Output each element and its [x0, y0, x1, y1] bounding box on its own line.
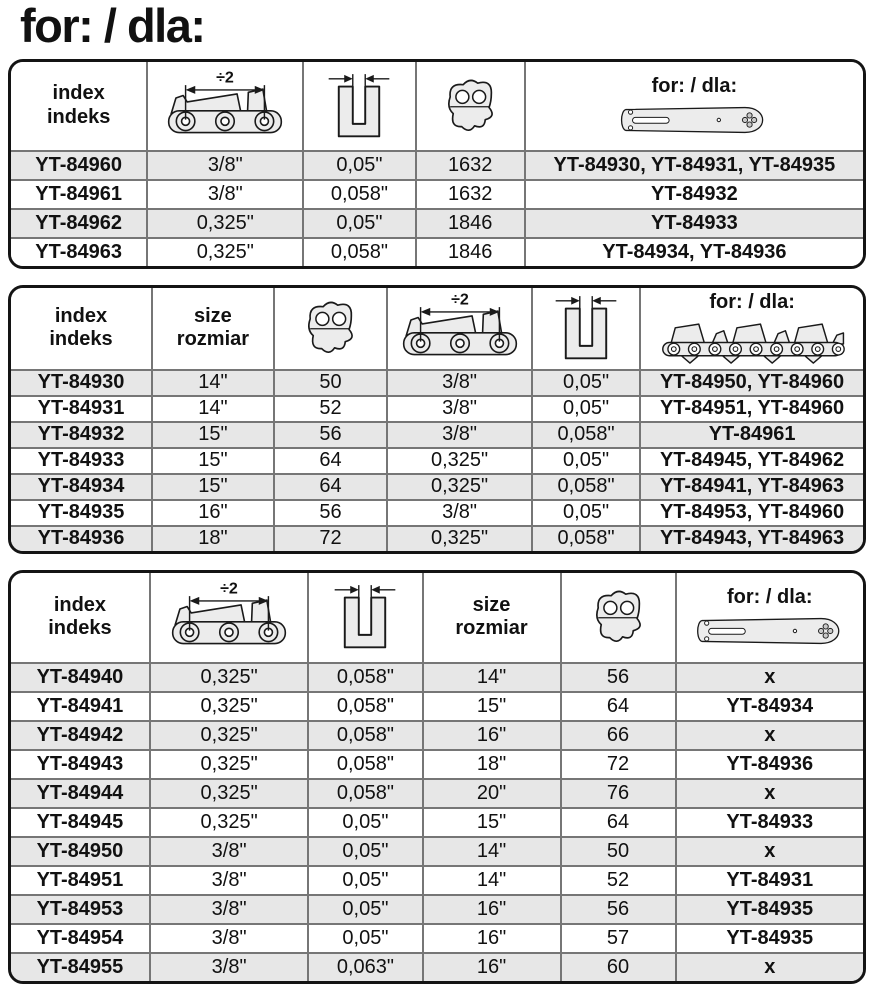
col-header-for: [640, 288, 863, 370]
size-cell: 16": [152, 500, 274, 526]
index-cell: YT-84941: [11, 692, 150, 721]
links-cell: 56: [274, 500, 387, 526]
for-cell: x: [676, 721, 863, 750]
column-label: indeks: [49, 328, 113, 351]
table-row: [11, 209, 863, 238]
links-cell: 64: [274, 474, 387, 500]
gauge-cell: 0,05": [532, 448, 640, 474]
data-table: [11, 288, 863, 551]
chain-gauge-icon: [332, 582, 398, 652]
index-cell: YT-84940: [11, 663, 150, 692]
index-cell: YT-84953: [11, 895, 150, 924]
links-cell: 52: [274, 396, 387, 422]
table-row: [11, 180, 863, 209]
index-cell: YT-84960: [11, 151, 147, 180]
gauge-cell: 0,05": [308, 837, 422, 866]
index-cell: YT-84944: [11, 779, 150, 808]
pitch-cell: 3/8": [387, 500, 532, 526]
header-row: [11, 573, 863, 663]
links-cell: 1632: [416, 151, 525, 180]
gauge-cell: 0,05": [303, 209, 415, 238]
pitch-cell: 0,325": [387, 526, 532, 551]
gauge-cell: 0,05": [308, 808, 422, 837]
size-cell: 15": [152, 474, 274, 500]
for-cell: x: [676, 953, 863, 981]
gauge-cell: 0,058": [532, 474, 640, 500]
column-label: size: [194, 304, 232, 327]
links-cell: 64: [274, 448, 387, 474]
for-cell: YT-84936: [676, 750, 863, 779]
column-label: rozmiar: [455, 617, 528, 640]
pitch-cell: 3/8": [387, 396, 532, 422]
for-cell: x: [676, 663, 863, 692]
col-header-pitch: [150, 573, 308, 663]
links-cell: 57: [561, 924, 676, 953]
gauge-cell: 0,058": [308, 692, 422, 721]
index-cell: YT-84963: [11, 238, 147, 266]
table-row: [11, 808, 863, 837]
table-row: [11, 924, 863, 953]
gauge-cell: 0,05": [532, 500, 640, 526]
for-cell: YT-84943, YT-84963: [640, 526, 863, 551]
table-row: [11, 750, 863, 779]
size-cell: 14": [423, 866, 561, 895]
pitch-cell: 3/8": [150, 866, 308, 895]
links-cell: 56: [561, 895, 676, 924]
pitch-cell: 3/8": [147, 180, 303, 209]
gauge-cell: 0,05": [308, 866, 422, 895]
table-row: [11, 370, 863, 396]
size-cell: 15": [152, 448, 274, 474]
drive-link-icon: [297, 296, 363, 360]
table-row: [11, 837, 863, 866]
size-cell: 14": [152, 396, 274, 422]
size-cell: 14": [152, 370, 274, 396]
index-cell: YT-84934: [11, 474, 152, 500]
for-cell: YT-84933: [525, 209, 863, 238]
pitch-cell: 0,325": [150, 779, 308, 808]
chains-compatibility-table: [8, 59, 866, 269]
chain-gauge-icon: [326, 71, 392, 141]
bars-compatibility-table: [8, 285, 866, 554]
chain-gauge-icon: [553, 293, 619, 363]
column-label: indeks: [46, 105, 111, 128]
links-cell: 1846: [416, 209, 525, 238]
for-header: [528, 73, 861, 139]
links-cell: 52: [561, 866, 676, 895]
index-cell: YT-84942: [11, 721, 150, 750]
col-header-links: [416, 62, 525, 151]
links-cell: 66: [561, 721, 676, 750]
chain-pitch-icon: [167, 580, 291, 654]
for-cell: YT-84933: [676, 808, 863, 837]
size-cell: 18": [423, 750, 561, 779]
col-header-size: [152, 288, 274, 370]
for-cell: YT-84934, YT-84936: [525, 238, 863, 266]
index-cell: YT-84936: [11, 526, 152, 551]
col-header-index: [11, 288, 152, 370]
index-cell: YT-84933: [11, 448, 152, 474]
links-cell: 72: [561, 750, 676, 779]
saw-chain-icon: [650, 319, 855, 366]
gauge-cell: 0,05": [308, 895, 422, 924]
links-cell: 64: [561, 692, 676, 721]
header-row: [11, 62, 863, 151]
index-cell: YT-84930: [11, 370, 152, 396]
col-header-pitch: [147, 62, 303, 151]
index-cell: YT-84950: [11, 837, 150, 866]
links-cell: 50: [274, 370, 387, 396]
for-header: [679, 584, 861, 650]
col-header-for: [525, 62, 863, 151]
for-cell: YT-84953, YT-84960: [640, 500, 863, 526]
replacement-chains-table: [8, 570, 866, 984]
pitch-cell: 0,325": [147, 209, 303, 238]
gauge-cell: 0,05": [532, 370, 640, 396]
pitch-cell: 3/8": [387, 370, 532, 396]
guide-bar-icon: [688, 614, 852, 648]
drive-link-icon: [437, 74, 503, 138]
links-cell: 1846: [416, 238, 525, 266]
for-label: for: / dla:: [726, 586, 813, 609]
for-cell: YT-84941, YT-84963: [640, 474, 863, 500]
gauge-cell: 0,05": [308, 924, 422, 953]
size-cell: 15": [423, 808, 561, 837]
gauge-cell: 0,063": [308, 953, 422, 981]
pitch-cell: 3/8": [150, 837, 308, 866]
chain-pitch-icon: [398, 291, 522, 365]
links-cell: 76: [561, 779, 676, 808]
pitch-cell: 3/8": [150, 924, 308, 953]
col-header-gauge: [308, 573, 422, 663]
pitch-cell: 0,325": [150, 692, 308, 721]
index-cell: YT-84932: [11, 422, 152, 448]
table-row: [11, 500, 863, 526]
size-cell: 15": [423, 692, 561, 721]
index-cell: YT-84951: [11, 866, 150, 895]
gauge-cell: 0,058": [308, 721, 422, 750]
index-cell: YT-84943: [11, 750, 150, 779]
size-cell: 14": [423, 837, 561, 866]
col-header-gauge: [532, 288, 640, 370]
table-row: [11, 238, 863, 266]
pitch-cell: 3/8": [147, 151, 303, 180]
pitch-cell: 3/8": [387, 422, 532, 448]
chain-pitch-icon: [163, 69, 287, 143]
column-label: index: [54, 304, 108, 327]
index-cell: YT-84931: [11, 396, 152, 422]
header-row: [11, 288, 863, 370]
index-cell: YT-84954: [11, 924, 150, 953]
col-header-links: [274, 288, 387, 370]
size-cell: 20": [423, 779, 561, 808]
pitch-cell: 0,325": [147, 238, 303, 266]
pitch-cell: 0,325": [150, 663, 308, 692]
pitch-cell: 3/8": [150, 953, 308, 981]
table-row: [11, 895, 863, 924]
column-label: size: [472, 593, 511, 616]
size-cell: 16": [423, 924, 561, 953]
guide-bar-icon: [544, 103, 844, 137]
pitch-cell: 0,325": [387, 474, 532, 500]
size-cell: 16": [423, 721, 561, 750]
gauge-cell: 0,058": [308, 750, 422, 779]
links-cell: 72: [274, 526, 387, 551]
drive-link-icon: [585, 585, 651, 649]
for-cell: x: [676, 837, 863, 866]
gauge-cell: 0,05": [532, 396, 640, 422]
table-row: [11, 866, 863, 895]
col-header-links: [561, 573, 676, 663]
links-cell: 50: [561, 837, 676, 866]
table-row: [11, 448, 863, 474]
pitch-cell: 0,325": [150, 808, 308, 837]
for-cell: YT-84951, YT-84960: [640, 396, 863, 422]
table-row: [11, 422, 863, 448]
index-cell: YT-84961: [11, 180, 147, 209]
for-cell: YT-84950, YT-84960: [640, 370, 863, 396]
col-header-gauge: [303, 62, 415, 151]
col-header-size: [423, 573, 561, 663]
for-cell: YT-84935: [676, 924, 863, 953]
table-row: [11, 526, 863, 551]
for-label: for: / dla:: [651, 74, 738, 97]
data-table: [11, 573, 863, 981]
column-label: indeks: [48, 617, 112, 640]
links-cell: 64: [561, 808, 676, 837]
size-cell: 18": [152, 526, 274, 551]
table-row: [11, 692, 863, 721]
pitch-cell: 0,325": [387, 448, 532, 474]
for-cell: x: [676, 779, 863, 808]
table-row: [11, 474, 863, 500]
for-cell: YT-84945, YT-84962: [640, 448, 863, 474]
col-header-pitch: [387, 288, 532, 370]
page-title: for: / dla:: [20, 0, 205, 52]
links-cell: 60: [561, 953, 676, 981]
gauge-cell: 0,058": [303, 238, 415, 266]
gauge-cell: 0,058": [532, 526, 640, 551]
data-table: [11, 62, 863, 266]
column-label: rozmiar: [176, 328, 250, 351]
index-cell: YT-84935: [11, 500, 152, 526]
links-cell: 56: [274, 422, 387, 448]
col-header-index: [11, 62, 147, 151]
gauge-cell: 0,05": [303, 151, 415, 180]
size-cell: 16": [423, 953, 561, 981]
table-row: [11, 151, 863, 180]
gauge-cell: 0,058": [308, 779, 422, 808]
table-row: [11, 396, 863, 422]
index-cell: YT-84955: [11, 953, 150, 981]
index-cell: YT-84962: [11, 209, 147, 238]
links-cell: 1632: [416, 180, 525, 209]
size-cell: 16": [423, 895, 561, 924]
table-row: [11, 663, 863, 692]
for-cell: YT-84932: [525, 180, 863, 209]
for-cell: YT-84935: [676, 895, 863, 924]
table-row: [11, 721, 863, 750]
for-cell: YT-84934: [676, 692, 863, 721]
table-row: [11, 779, 863, 808]
pitch-cell: 0,325": [150, 750, 308, 779]
column-label: index: [52, 82, 105, 105]
gauge-cell: 0,058": [308, 663, 422, 692]
pitch-cell: 0,325": [150, 721, 308, 750]
for-cell: YT-84931: [676, 866, 863, 895]
gauge-cell: 0,058": [532, 422, 640, 448]
gauge-cell: 0,058": [303, 180, 415, 209]
for-label: for: / dla:: [709, 290, 795, 313]
table-row: [11, 953, 863, 981]
pitch-cell: 3/8": [150, 895, 308, 924]
for-cell: YT-84930, YT-84931, YT-84935: [525, 151, 863, 180]
for-header: [643, 289, 861, 368]
links-cell: 56: [561, 663, 676, 692]
column-label: index: [53, 593, 107, 616]
col-header-index: [11, 573, 150, 663]
index-cell: YT-84945: [11, 808, 150, 837]
col-header-for: [676, 573, 863, 663]
size-cell: 14": [423, 663, 561, 692]
for-cell: YT-84961: [640, 422, 863, 448]
size-cell: 15": [152, 422, 274, 448]
